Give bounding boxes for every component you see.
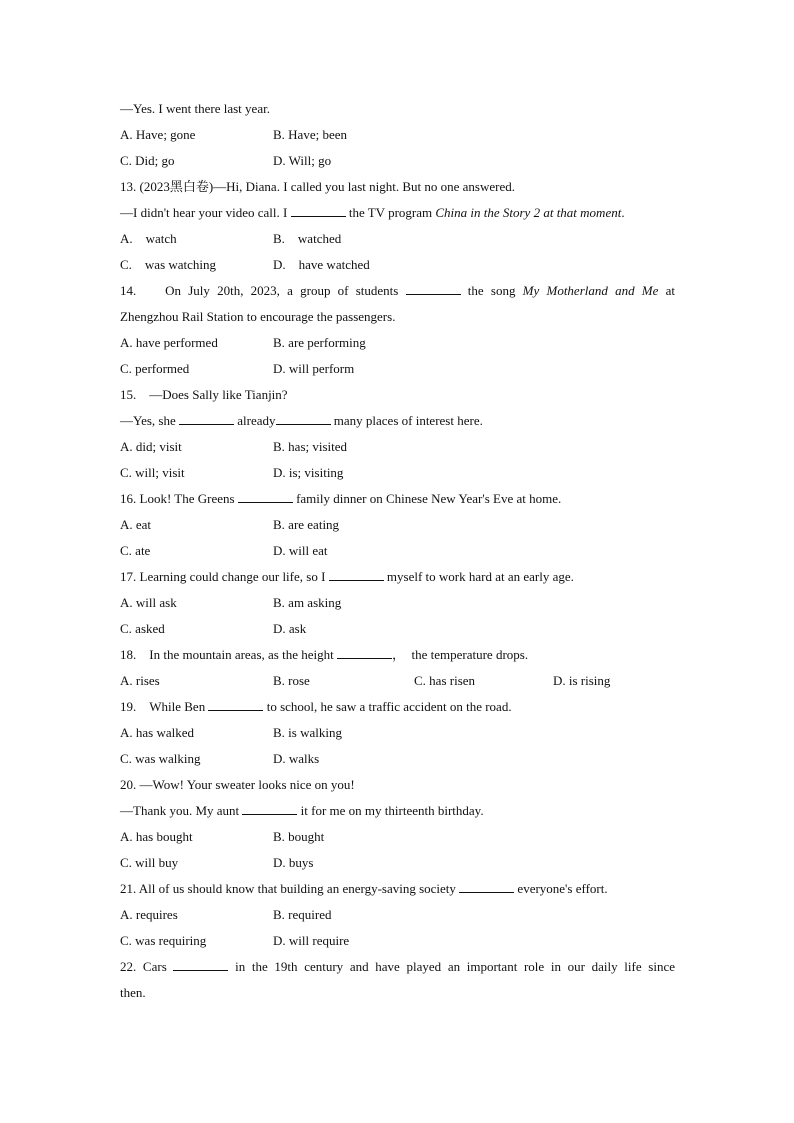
- q21-blank: [459, 881, 514, 893]
- q12-option-d: D. Will; go: [273, 153, 332, 168]
- q14-option-d: D. will perform: [273, 361, 355, 376]
- q22-stem-text1: 22. Cars: [120, 959, 167, 974]
- q19-stem-text1: 19. While Ben: [120, 699, 206, 714]
- q19-stem-text2: to school, he saw a traffic accident on the road.: [266, 699, 512, 714]
- q17-stem-text2: myself to work hard at an early age.: [386, 569, 574, 584]
- q18-stem-text2: ， the temperature drops.: [391, 647, 529, 662]
- q14-option-a: A. have performed: [120, 335, 218, 350]
- q15-option-c: C. will; visit: [120, 465, 185, 480]
- q13-option-b: B. watched: [273, 231, 342, 246]
- q15-stem-text2: already: [237, 413, 276, 428]
- q14-option-c: C. performed: [120, 361, 190, 376]
- q20-stem-text2: it for me on my thirteenth birthday.: [300, 803, 484, 818]
- q20-option-d: D. buys: [273, 855, 314, 870]
- q18-stem-text1: 18. In the mountain areas, as the height: [120, 647, 334, 662]
- q14-stem-text2: the song: [467, 283, 516, 298]
- q17-option-d: D. ask: [273, 621, 307, 636]
- q20-blank: [242, 803, 297, 815]
- q14-stem-line2: Zhengzhou Rail Station to encourage the passengers.: [120, 309, 396, 324]
- q19-blank: [208, 699, 263, 711]
- q21-stem: [120, 881, 608, 897]
- q13-program-title: China in the Story 2 at that moment: [435, 205, 622, 220]
- q15-stem-text3: many places of interest here.: [333, 413, 483, 428]
- q17-option-c: C. asked: [120, 621, 165, 636]
- q22-stem-line2: then.: [120, 985, 146, 1000]
- q16-blank: [238, 491, 293, 503]
- q19-option-d: D. walks: [273, 751, 320, 766]
- q20-option-c: C. will buy: [120, 855, 179, 870]
- q13-option-d: D. have watched: [273, 257, 370, 272]
- q20-stem-text1: —Thank you. My aunt: [120, 803, 240, 818]
- q14-blank: [406, 283, 461, 295]
- q13-stem-text2: the TV program: [348, 205, 433, 220]
- q22-blank: [173, 959, 228, 971]
- q17-stem-text1: 17. Learning could change our life, so I: [120, 569, 326, 584]
- q14-stem-line1: [120, 283, 675, 299]
- q19-option-c: C. was walking: [120, 751, 201, 766]
- q12-option-b: B. Have; been: [273, 127, 348, 142]
- q13-stem-line2: [120, 205, 625, 221]
- q14-stem-text1: 14. On July 20th, 2023, a group of students: [120, 283, 399, 298]
- q16-option-d: D. will eat: [273, 543, 328, 558]
- q14-option-b: B. are performing: [273, 335, 366, 350]
- q17-blank: [329, 569, 384, 581]
- q19-stem: [120, 699, 512, 715]
- q15-option-d: D. is; visiting: [273, 465, 344, 480]
- q17-option-a: A. will ask: [120, 595, 177, 610]
- q20-stem-line1: 20. —Wow! Your sweater looks nice on you!: [120, 777, 355, 792]
- q15-stem-text1: —Yes, she: [120, 413, 176, 428]
- q18-option-b: B. rose: [273, 673, 310, 688]
- q16-stem-text2: family dinner on Chinese New Year's Eve at home.: [296, 491, 562, 506]
- q15-stem-line2: [120, 413, 483, 429]
- q21-stem-text2: everyone's effort.: [517, 881, 608, 896]
- q12-option-c: C. Did; go: [120, 153, 175, 168]
- q21-stem-text1: 21. All of us should know that building an energy-saving society: [120, 881, 456, 896]
- q12-option-a: A. Have; gone: [120, 127, 196, 142]
- q12-answer-line: —Yes. I went there last year.: [120, 101, 270, 116]
- q20-option-b: B. bought: [273, 829, 325, 844]
- q15-blank-2: [276, 413, 331, 425]
- q15-stem-line1: 15. —Does Sally like Tianjin?: [120, 387, 288, 402]
- q15-blank-1: [179, 413, 234, 425]
- q21-option-c: C. was requiring: [120, 933, 207, 948]
- q21-option-b: B. required: [273, 907, 332, 922]
- q21-option-a: A. requires: [120, 907, 178, 922]
- q21-option-d: D. will require: [273, 933, 350, 948]
- q19-option-b: B. is walking: [273, 725, 342, 740]
- q18-option-d: D. is rising: [553, 673, 611, 688]
- q22-stem-text2: in the 19th century and have played an important role in our daily life since: [235, 959, 675, 974]
- q14-stem-text3: at: [665, 283, 676, 298]
- q16-option-a: A. eat: [120, 517, 152, 532]
- q13-blank: [291, 205, 346, 217]
- q13-stem-line1: 13. (2023黑白卷)—Hi, Diana. I called you last night. But no one answered.: [120, 179, 515, 194]
- q16-stem-text1: 16. Look! The Greens: [120, 491, 235, 506]
- q16-option-c: C. ate: [120, 543, 151, 558]
- q14-song-title: My Motherland and Me: [522, 283, 659, 298]
- q16-option-b: B. are eating: [273, 517, 340, 532]
- q18-stem: [120, 647, 528, 663]
- q16-stem: [120, 491, 561, 507]
- q13-stem-text1: —I didn't hear your video call. I: [120, 205, 288, 220]
- q18-blank: [337, 647, 392, 659]
- q17-option-b: B. am asking: [273, 595, 342, 610]
- q20-stem-line2: [120, 803, 484, 819]
- q13-stem-period: .: [621, 205, 625, 220]
- q20-option-a: A. has bought: [120, 829, 193, 844]
- q18-option-c: C. has risen: [414, 673, 476, 688]
- q15-option-a: A. did; visit: [120, 439, 182, 454]
- q13-option-a: A. watch: [120, 231, 177, 246]
- q13-option-c: C. was watching: [120, 257, 217, 272]
- q22-stem-line1: [120, 959, 675, 975]
- q15-option-b: B. has; visited: [273, 439, 348, 454]
- q18-option-a: A. rises: [120, 673, 160, 688]
- q17-stem: [120, 569, 574, 585]
- q19-option-a: A. has walked: [120, 725, 195, 740]
